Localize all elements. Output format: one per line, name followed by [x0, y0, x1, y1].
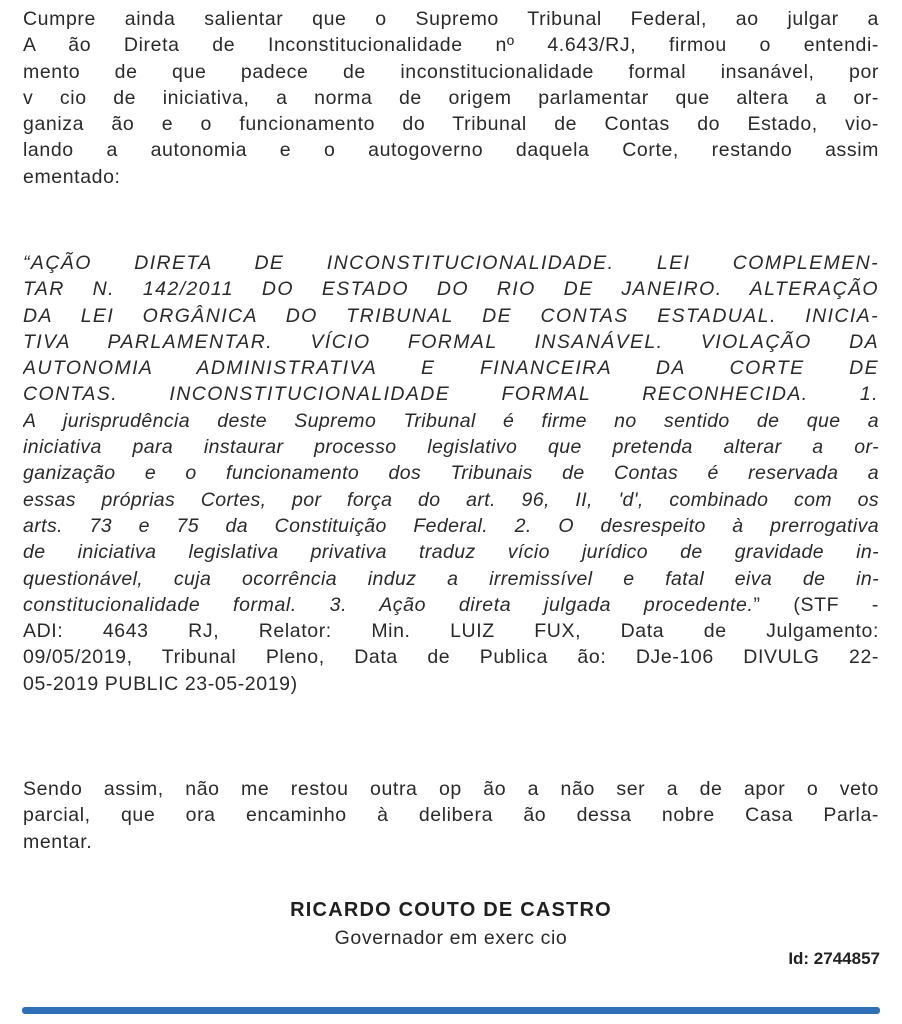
paragraph-adi-context: [23, 6, 879, 190]
quote-body-line: A jurisprudência deste Supremo Tribunal é firme no sentido de que a: [23, 409, 879, 432]
quote-heading-line: TAR N. 142/2011 DO ESTADO DO RIO DE JANEIRO. ALTERAÇÃO: [23, 278, 879, 301]
text-line: parcial, que ora encaminho à delibera ão dessa nobre Casa Parla-: [23, 804, 879, 827]
document-id: Id: 2744857: [788, 949, 880, 968]
citation-line: 09/05/2019, Tribunal Pleno, Data de Publica ão: DJe-106 DIVULG 22-: [23, 646, 879, 669]
quote-heading-line: “AÇÃO DIRETA DE INCONSTITUCIONALIDADE. LEI COMPLEMEN-: [23, 252, 879, 274]
paragraph-veto-conclusion: [23, 776, 879, 855]
quote-body-line: ganização e o funcionamento dos Tribunais de Contas é reservada a: [23, 462, 879, 485]
quote-closing-line: [23, 592, 879, 618]
signatory-name: RICARDO COUTO DE CASTRO: [290, 899, 612, 921]
text-line: Sendo assim, não me restou outra op ão a não ser a de apor o veto: [23, 778, 879, 800]
quote-heading-line: CONTAS. INCONSTITUCIONALIDADE FORMAL RECONHECIDA. 1.: [23, 383, 879, 406]
citation-start: ” (STF -: [753, 593, 879, 616]
text-line: ganiza ão e o funcionamento do Tribunal de Contas do Estado, vio-: [23, 113, 879, 136]
citation-line: 05-2019 PUBLIC 23-05-2019): [23, 672, 298, 695]
quote-heading-line: AUTONOMIA ADMINISTRATIVA E FINANCEIRA DA CORTE DE: [23, 357, 879, 380]
quote-body-line: iniciativa para instaurar processo legislativo que pretenda alterar a or-: [23, 436, 879, 459]
quote-heading-line: TIVA PARLAMENTAR. VÍCIO FORMAL INSANÁVEL. VIOLAÇÃO DA: [23, 330, 879, 353]
text-line: Cumpre ainda salientar que o Supremo Tribunal Federal, ao julgar a: [23, 8, 879, 30]
signatory-role: Governador em exerc cio: [334, 927, 568, 949]
text-line: A ão Direta de Inconstitucionalidade nº 4.643/RJ, firmou o entendi-: [23, 34, 879, 57]
text-line: ementado:: [23, 165, 121, 188]
citation-line: ADI: 4643 RJ, Relator: Min. LUIZ FUX, Data de Julgamento:: [23, 620, 879, 643]
footer-divider: [22, 1007, 880, 1014]
text-line: lando a autonomia e o autogoverno daquela Corte, restando assim: [23, 139, 879, 162]
text-line: mentar.: [23, 830, 93, 853]
quote-closing-italic: constitucionalidade formal. 3. Ação direta julgada procedente.: [23, 593, 754, 616]
quote-body-line: questionável, cuja ocorrência induz a irremissível e fatal eiva de in-: [23, 567, 879, 590]
quote-body-line: essas próprias Cortes, por força do art. 96, II, 'd', combinado com os: [23, 488, 879, 511]
text-line: v cio de iniciativa, a norma de origem parlamentar que altera a or-: [23, 86, 879, 109]
text-line: mento de que padece de inconstitucionalidade formal insanável, por: [23, 60, 879, 83]
quote-body-line: arts. 73 e 75 da Constituição Federal. 2. O desrespeito à prerrogativa: [23, 514, 879, 537]
jurisprudence-quote: [23, 250, 879, 697]
quote-heading-line: DA LEI ORGÂNICA DO TRIBUNAL DE CONTAS ESTADUAL. INICIA-: [23, 304, 879, 327]
quote-body-line: de iniciativa legislativa privativa traduz vício jurídico de gravidade in-: [23, 541, 879, 564]
